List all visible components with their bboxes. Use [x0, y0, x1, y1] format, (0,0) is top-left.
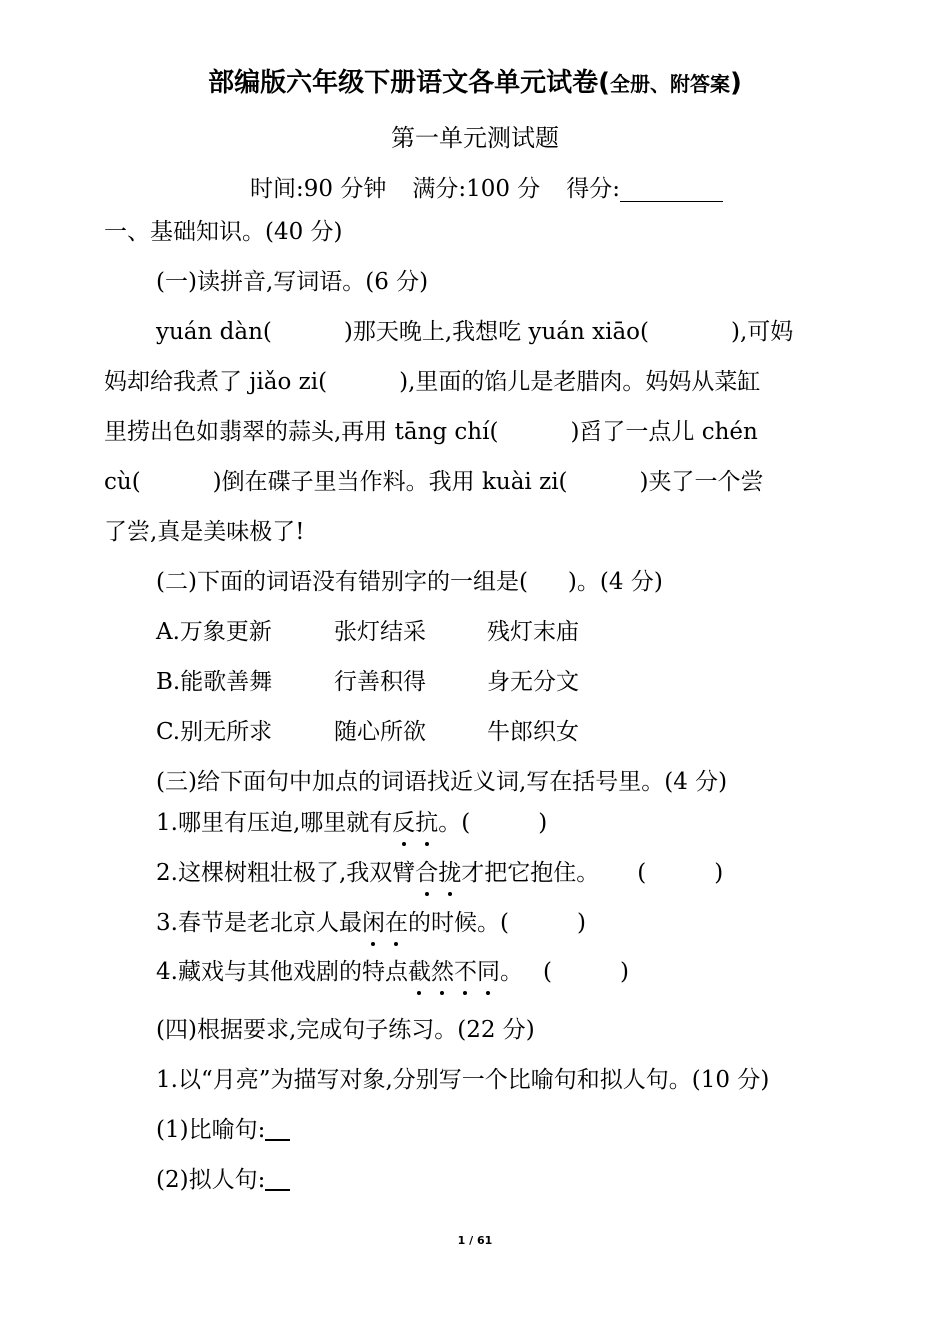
- pinyin-line-3: [104, 417, 758, 447]
- question-text: (: [637, 860, 647, 886]
- pinyin-text: )舀了一点儿 chén: [570, 419, 758, 445]
- personification-answer-line[interactable]: [265, 1165, 290, 1191]
- part2-heading-text: (二)下面的词语没有错别字的一组是(: [156, 569, 528, 595]
- score-blank[interactable]: [620, 175, 723, 202]
- full-score-info: 满分:100 分: [412, 176, 541, 202]
- dotted-word: [362, 910, 408, 936]
- emphasis-char: 截: [407, 959, 431, 985]
- synonym-question-2: [156, 858, 723, 888]
- title-main-text: 部编版六年级下册语文各单元试卷(: [208, 68, 610, 98]
- option-label: B.能歌善舞: [156, 669, 273, 695]
- dotted-word: [415, 860, 461, 886]
- pinyin-line-5: 了尝,真是美味极了!: [104, 519, 305, 545]
- pinyin-text: 里捞出色如翡翠的蒜头,再用 tāng chí(: [104, 419, 499, 445]
- emphasis-char: 抗: [415, 810, 439, 836]
- emphasis-char: 在: [384, 910, 408, 936]
- section1-heading: 一、基础知识。(40 分): [104, 219, 343, 245]
- question-text: 。(: [438, 810, 471, 836]
- question-text: ): [714, 860, 724, 886]
- question-text: 2.这棵树粗壮极了,我双臂: [156, 860, 416, 886]
- title-close-paren: ): [730, 68, 742, 98]
- emphasis-char: 不: [453, 959, 477, 985]
- option-word: 身无分文: [487, 669, 579, 695]
- part1-heading: (一)读拼音,写词语。(6 分): [156, 269, 429, 295]
- personification-line: [156, 1165, 290, 1195]
- synonym-question-4: [156, 957, 629, 987]
- question-text: ): [576, 910, 586, 936]
- part4-heading: (四)根据要求,完成句子练习。(22 分): [156, 1017, 535, 1043]
- time-info: 时间:90 分钟: [250, 176, 387, 202]
- pinyin-line-2: [104, 367, 760, 397]
- synonym-question-3: [156, 908, 586, 938]
- unit-subtitle: 第一单元测试题: [391, 124, 559, 152]
- pinyin-line-4: [104, 467, 764, 497]
- question-text: 4.藏戏与其他戏剧的特点: [156, 959, 408, 985]
- question-text: 。: [499, 959, 523, 985]
- page-number: 1 / 61: [457, 1234, 493, 1247]
- pinyin-text: )倒在碟子里当作料。我用 kuài zi(: [212, 469, 568, 495]
- pinyin-text: ),可妈: [730, 319, 794, 345]
- pinyin-text: )那天晚上,我想吃 yuán xiāo(: [343, 319, 649, 345]
- question-text: 1.哪里有压迫,哪里就有: [156, 810, 393, 836]
- question-text: 才把它抱住。: [461, 860, 600, 886]
- option-label: A.万象更新: [156, 619, 272, 645]
- part3-heading: (三)给下面句中加点的词语找近义词,写在括号里。(4 分): [156, 769, 728, 795]
- pinyin-text: 妈却给我煮了 jiǎo zi(: [104, 369, 328, 395]
- dotted-word: [408, 959, 500, 985]
- question-text: (1)比喻句:: [156, 1117, 266, 1143]
- option-word: 张灯结采: [334, 619, 426, 645]
- option-b[interactable]: [156, 667, 579, 697]
- question-text: 的时候。(: [407, 910, 509, 936]
- emphasis-char: 闲: [361, 910, 385, 936]
- pinyin-text: )夹了一个尝: [639, 469, 764, 495]
- simile-answer-line[interactable]: [265, 1115, 290, 1141]
- exam-info-line: [250, 170, 723, 203]
- option-word: 随心所欲: [334, 719, 426, 745]
- emphasis-char: 然: [430, 959, 454, 985]
- simile-line: [156, 1115, 290, 1145]
- dotted-word: [392, 810, 438, 836]
- emphasis-char: 拢: [438, 860, 462, 886]
- question-text: ): [619, 959, 629, 985]
- synonym-question-1: [156, 808, 547, 838]
- option-word: 行善积得: [334, 669, 426, 695]
- part2-heading: [156, 567, 663, 597]
- sentence-question-1: 1.以“月亮”为描写对象,分别写一个比喻句和拟人句。(10 分): [156, 1067, 770, 1093]
- exam-title: [0, 62, 950, 99]
- question-text: ): [538, 810, 548, 836]
- question-text: (: [542, 959, 552, 985]
- option-label: C.别无所求: [156, 719, 273, 745]
- option-word: 牛郎织女: [487, 719, 579, 745]
- pinyin-text: cù(: [104, 469, 141, 495]
- option-a[interactable]: [156, 617, 579, 647]
- question-text: 3.春节是老北京人最: [156, 910, 362, 936]
- emphasis-char: 反: [392, 810, 416, 836]
- option-word: 残灯末庙: [487, 619, 579, 645]
- question-text: (2)拟人句:: [156, 1167, 266, 1193]
- pinyin-text: yuán dàn(: [156, 319, 272, 345]
- title-small-text: 全册、附答案: [610, 72, 730, 96]
- pinyin-line-1: [156, 317, 793, 347]
- score-label: 得分:: [566, 176, 621, 202]
- option-c[interactable]: [156, 717, 579, 747]
- pinyin-text: ),里面的馅儿是老腊肉。妈妈从菜缸: [399, 369, 761, 395]
- emphasis-char: 同: [476, 959, 500, 985]
- emphasis-char: 合: [415, 860, 439, 886]
- part2-heading-text: )。(4 分): [567, 569, 663, 595]
